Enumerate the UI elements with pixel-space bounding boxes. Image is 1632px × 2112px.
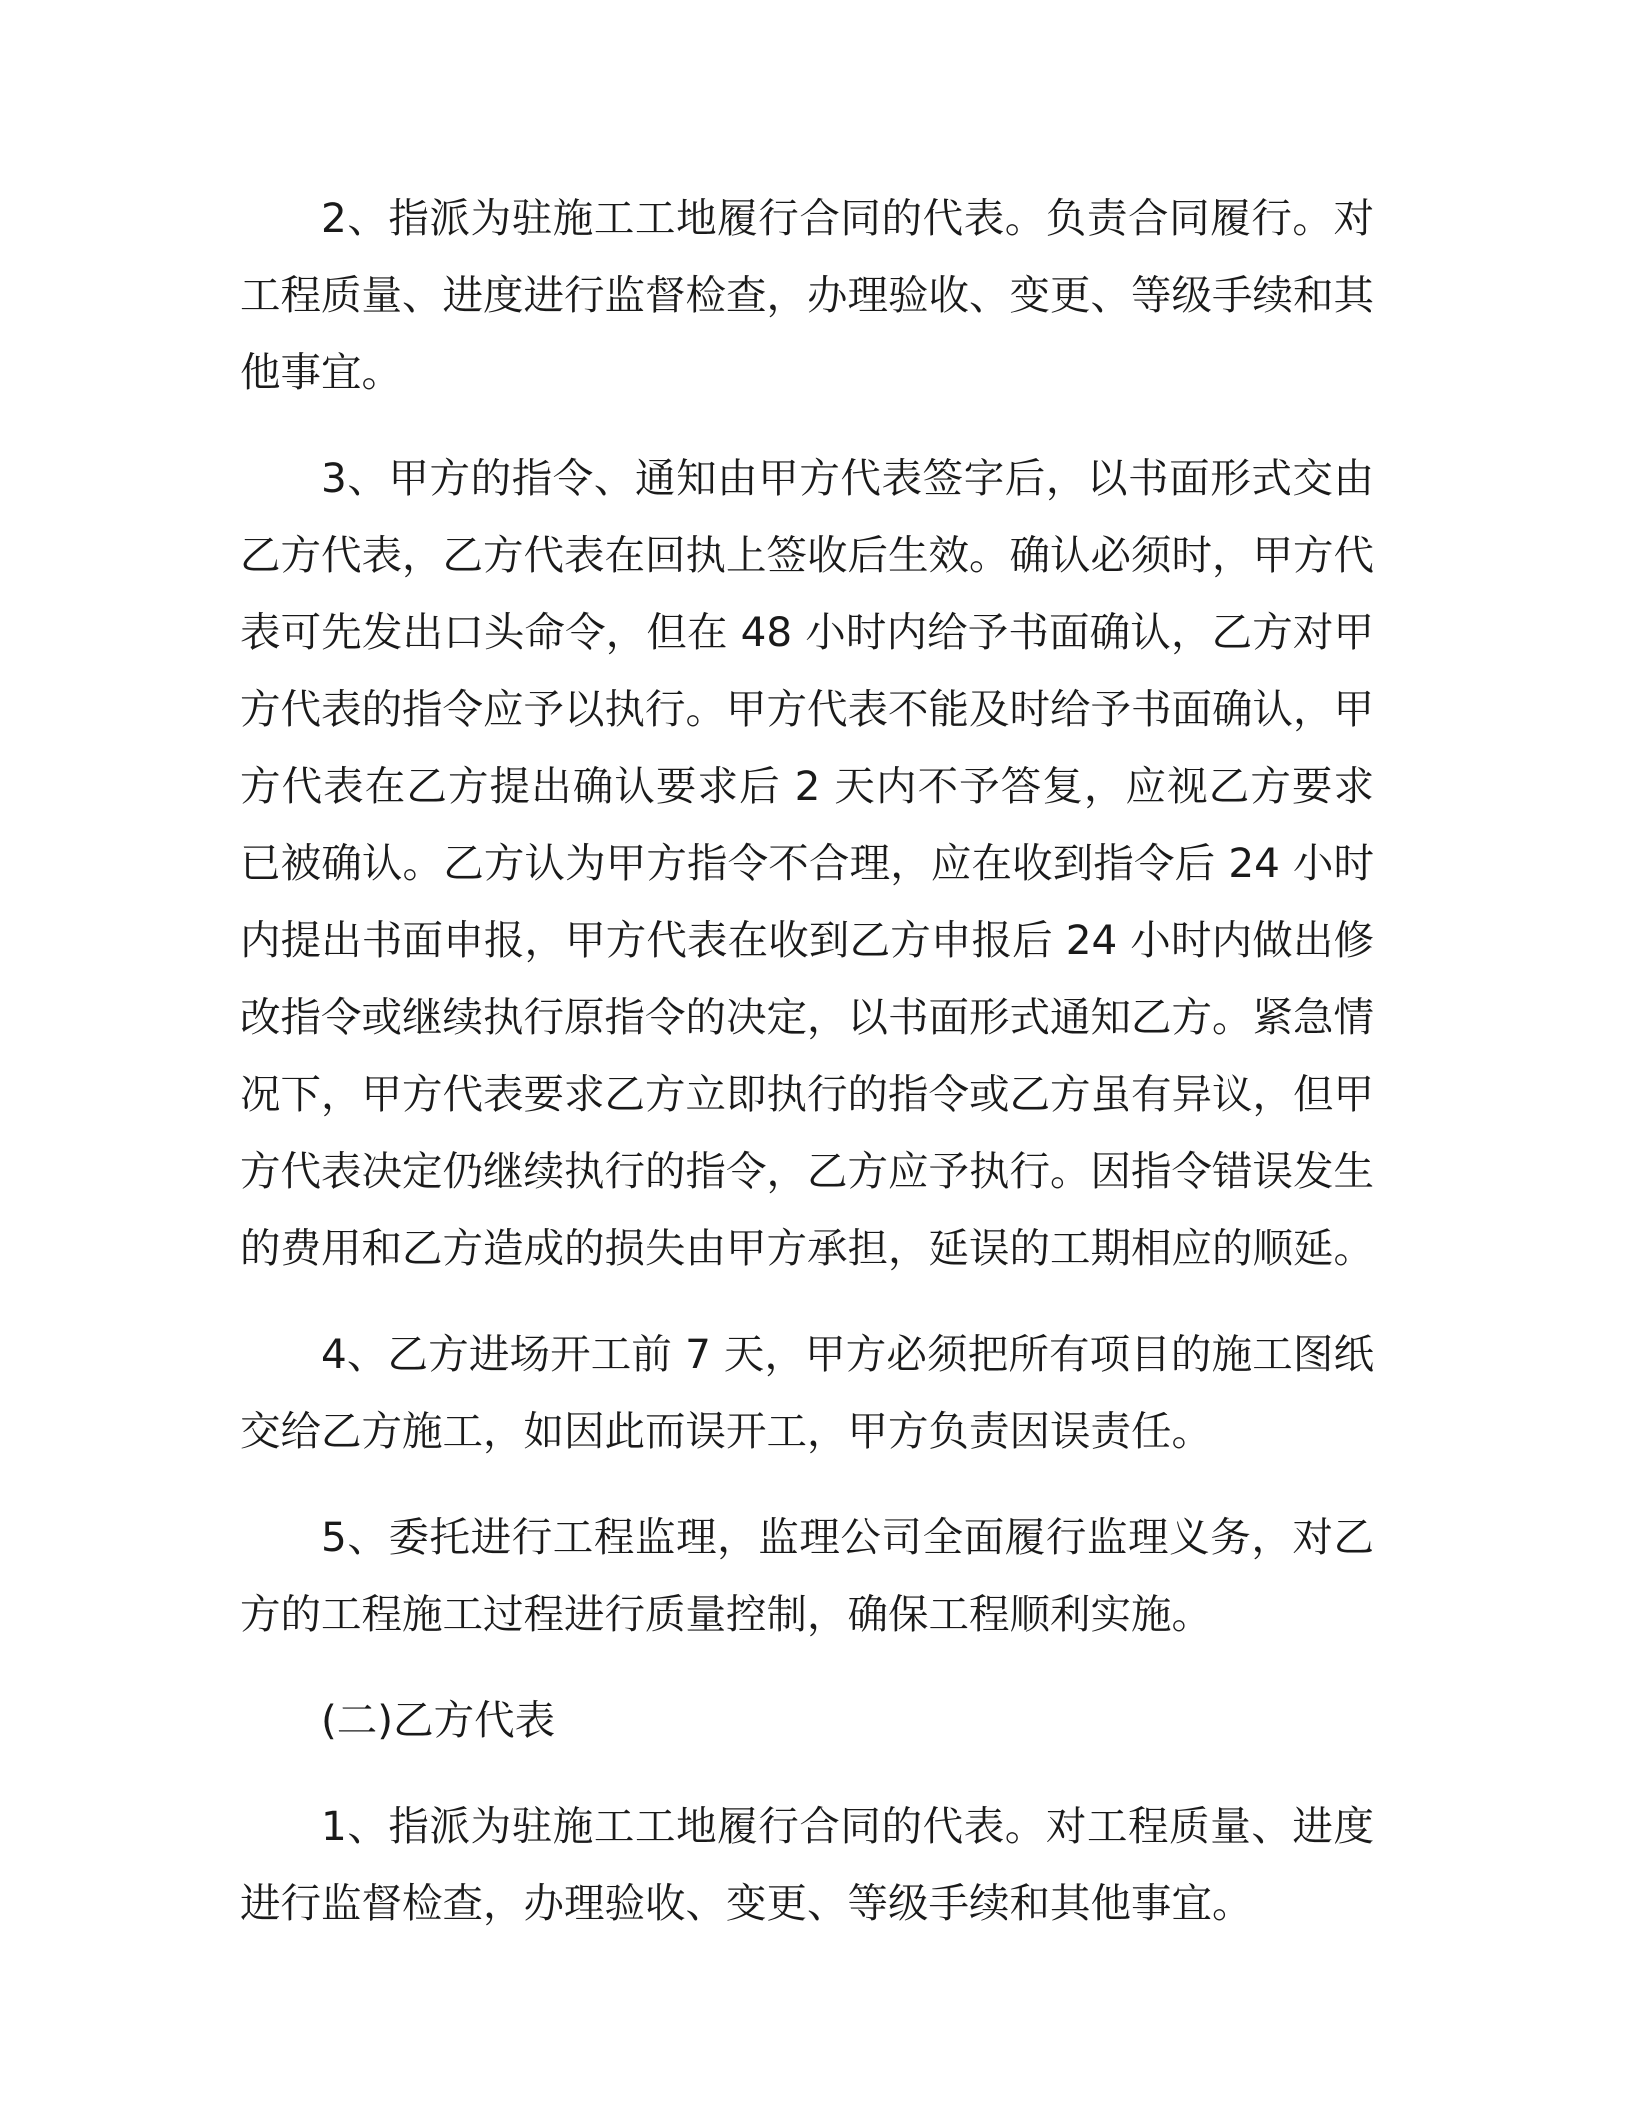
paragraph-clause-3: 3、甲方的指令、通知由甲方代表签字后，以书面形式交由乙方代表，乙方代表在回执上签收后生效。确认必须时，甲方代表可先发出口头命令，但在 48 小时内给予书面确认，乙方对甲方代表的指令应予以执行。甲方代表不能及时给予书面确认，甲方代表在乙方提出确认要求后 2 天内不予答复，应视乙方要求已被确认。乙方认为甲方指令不合理，应在收到指令后 24 小时内提出书面申报，甲方代表在收到乙方申报后 24 小时内做出修改指令或继续执行原指令的决定，以书面形式通知乙方。紧急情况下，甲方代表要求乙方立即执行的指令或乙方虽有异议，但甲方代表决定仍继续执行的指令，乙方应予执行。因指令错误发生的费用和乙方造成的损失由甲方承担，延误的工期相应的顺延。 [240, 454, 1374, 1272]
paragraph-clause-4: 4、乙方进场开工前 7 天，甲方必须把所有项目的施工图纸交给乙方施工，如因此而误开工，甲方负责因误责任。 [240, 1330, 1374, 1455]
paragraph-contractor-clause-1: 1、指派为驻施工工地履行合同的代表。对工程质量、进度进行监督检查，办理验收、变更、等级手续和其他事宜。 [240, 1802, 1374, 1927]
document-body [240, 180, 1374, 1942]
paragraph-clause-2: 2、指派为驻施工工地履行合同的代表。负责合同履行。对工程质量、进度进行监督检查，办理验收、变更、等级手续和其他事宜。 [240, 194, 1374, 396]
section-heading-contractor-representative: (二)乙方代表 [321, 1696, 556, 1744]
paragraph-clause-5: 5、委托进行工程监理，监理公司全面履行监理义务，对乙方的工程施工过程进行质量控制，确保工程顺利实施。 [240, 1513, 1374, 1638]
